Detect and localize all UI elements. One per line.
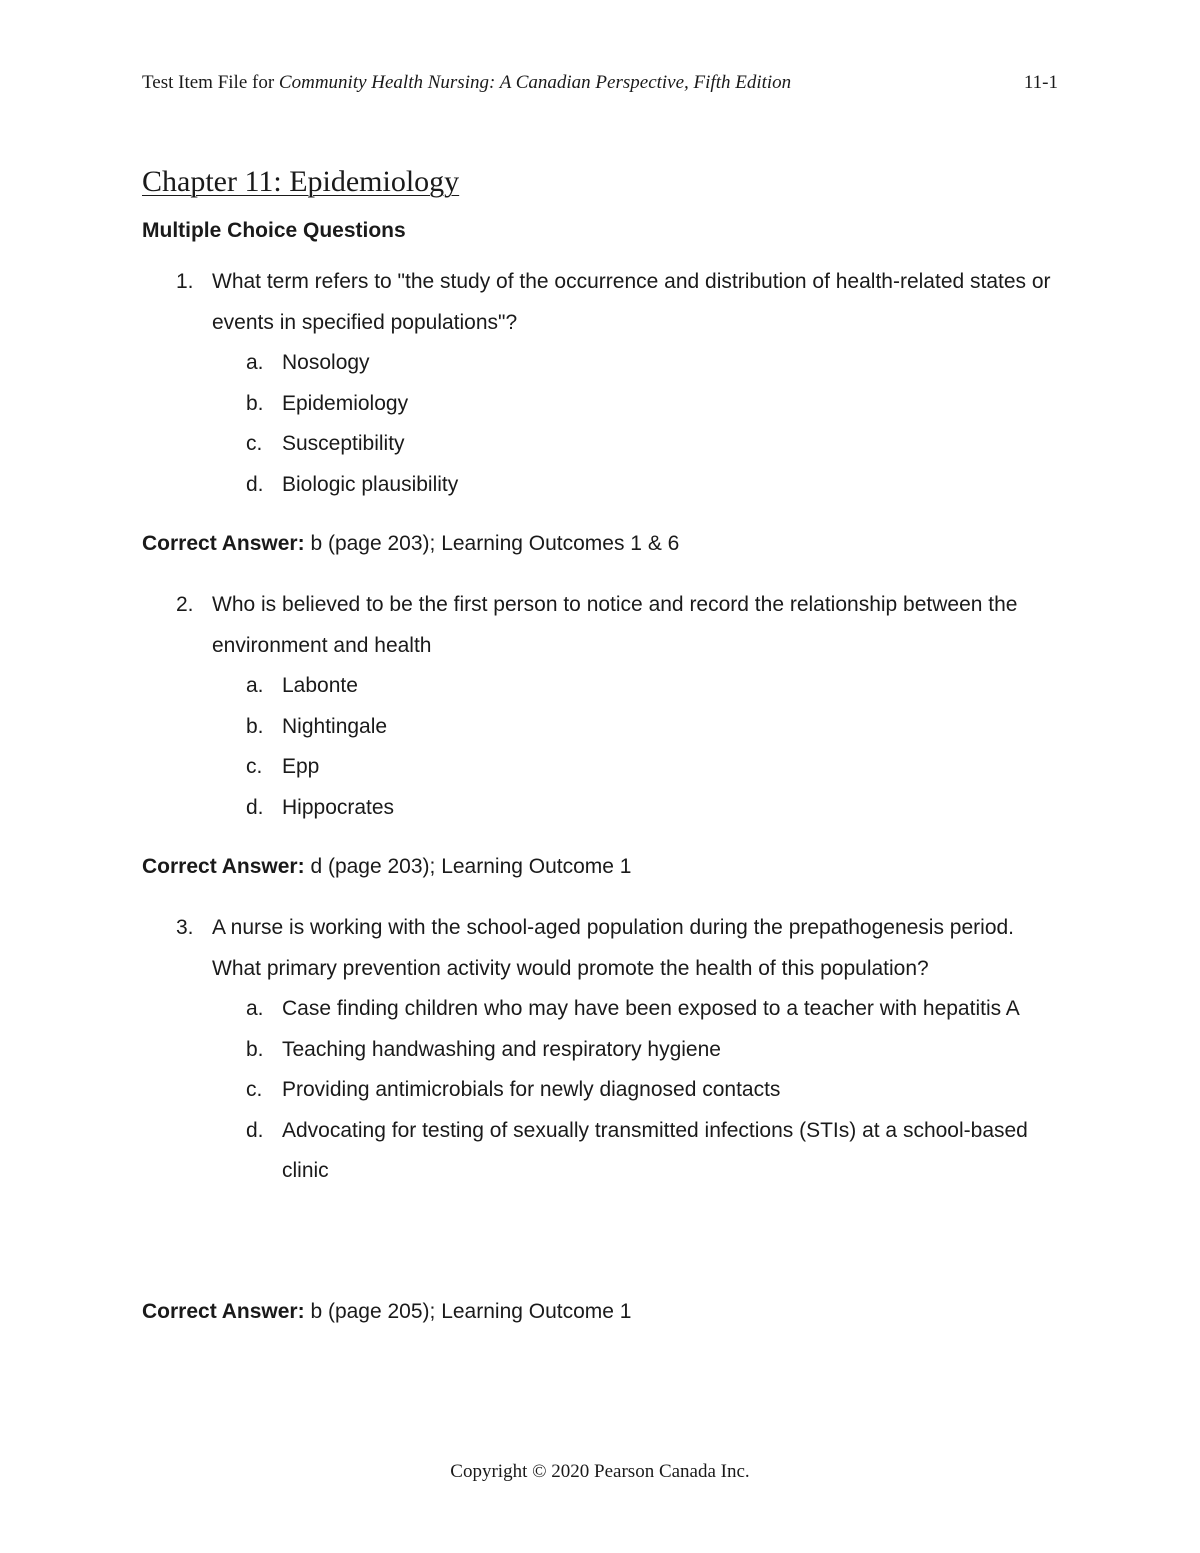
correct-answer-1 xyxy=(142,524,679,565)
option-text: Providing antimicrobials for newly diagnosed contacts xyxy=(282,1078,781,1101)
option-b xyxy=(142,707,1062,748)
option-letter: c. xyxy=(246,1078,263,1101)
option-letter: a. xyxy=(246,674,264,697)
option-text: Epp xyxy=(282,755,320,778)
option-list xyxy=(142,989,1062,1192)
option-b xyxy=(142,384,1062,425)
option-c xyxy=(142,424,1062,465)
option-text: Advocating for testing of sexually transmitted infections (STIs) at a school-based clinic xyxy=(282,1118,1028,1182)
option-letter: c. xyxy=(246,755,263,778)
page-header xyxy=(142,70,1058,96)
option-letter: a. xyxy=(246,351,264,374)
answer-text: b (page 205); Learning Outcome 1 xyxy=(304,1300,632,1323)
option-text: Nosology xyxy=(282,351,370,374)
question-3 xyxy=(142,908,1062,1192)
answer-text: b (page 203); Learning Outcomes 1 & 6 xyxy=(304,532,680,555)
chapter-title: Chapter 11: Epidemiology xyxy=(142,165,460,198)
option-letter: b. xyxy=(246,714,264,738)
option-letter: d. xyxy=(246,1118,264,1142)
option-text: Labonte xyxy=(282,674,358,697)
option-c xyxy=(142,747,1062,788)
option-text: Teaching handwashing and respiratory hygiene xyxy=(282,1037,721,1061)
question-text: Who is believed to be the first person to notice and record the relationship between the environment and health xyxy=(212,593,1018,657)
option-list xyxy=(142,666,1062,828)
section-heading: Multiple Choice Questions xyxy=(142,219,406,242)
header-title xyxy=(142,70,791,96)
option-a xyxy=(142,666,1062,707)
header-page-number: 11-1 xyxy=(1023,72,1058,93)
option-letter: a. xyxy=(246,997,264,1020)
option-a xyxy=(142,343,1062,384)
answer-label: Correct Answer: xyxy=(142,532,305,555)
question-number: 1. xyxy=(176,270,194,293)
option-text: Hippocrates xyxy=(282,795,395,819)
copyright-text: Copyright © 2020 Pearson Canada Inc. xyxy=(450,1461,750,1482)
option-list xyxy=(142,343,1062,505)
question-text: A nurse is working with the school-aged population during the prepathogenesis period. What primary prevention activity would promote the health of this population? xyxy=(212,916,1015,980)
option-text: Nightingale xyxy=(282,714,388,738)
header-prefix: Test Item File for xyxy=(142,72,279,93)
question-2 xyxy=(142,585,1062,828)
correct-answer-3 xyxy=(142,1292,631,1333)
option-a xyxy=(142,989,1062,1030)
question-text: What term refers to "the study of the occurrence and distribution of health-related states or events in specified populations"? xyxy=(212,270,1051,334)
option-letter: d. xyxy=(246,795,264,819)
option-b xyxy=(142,1030,1062,1071)
option-d xyxy=(142,1111,1062,1192)
option-text: Case finding children who may have been exposed to a teacher with hepatitis A xyxy=(282,997,1020,1020)
option-letter: b. xyxy=(246,391,264,415)
option-letter: d. xyxy=(246,472,264,496)
option-c xyxy=(142,1070,1062,1111)
answer-label: Correct Answer: xyxy=(142,1300,305,1323)
header-book-title: Community Health Nursing: A Canadian Perspective, Fifth Edition xyxy=(278,72,792,93)
option-text: Epidemiology xyxy=(282,391,409,415)
answer-text: d (page 203); Learning Outcome 1 xyxy=(304,855,632,878)
correct-answer-2 xyxy=(142,847,631,888)
option-d xyxy=(142,788,1062,829)
option-text: Susceptibility xyxy=(282,432,405,455)
option-letter: b. xyxy=(246,1037,264,1061)
answer-label: Correct Answer: xyxy=(142,855,305,878)
option-letter: c. xyxy=(246,432,263,455)
option-text: Biologic plausibility xyxy=(282,472,459,496)
question-number: 2. xyxy=(176,593,194,616)
question-number: 3. xyxy=(176,916,194,939)
page-footer xyxy=(0,1460,1200,1484)
question-1 xyxy=(142,262,1062,505)
option-d xyxy=(142,465,1062,506)
